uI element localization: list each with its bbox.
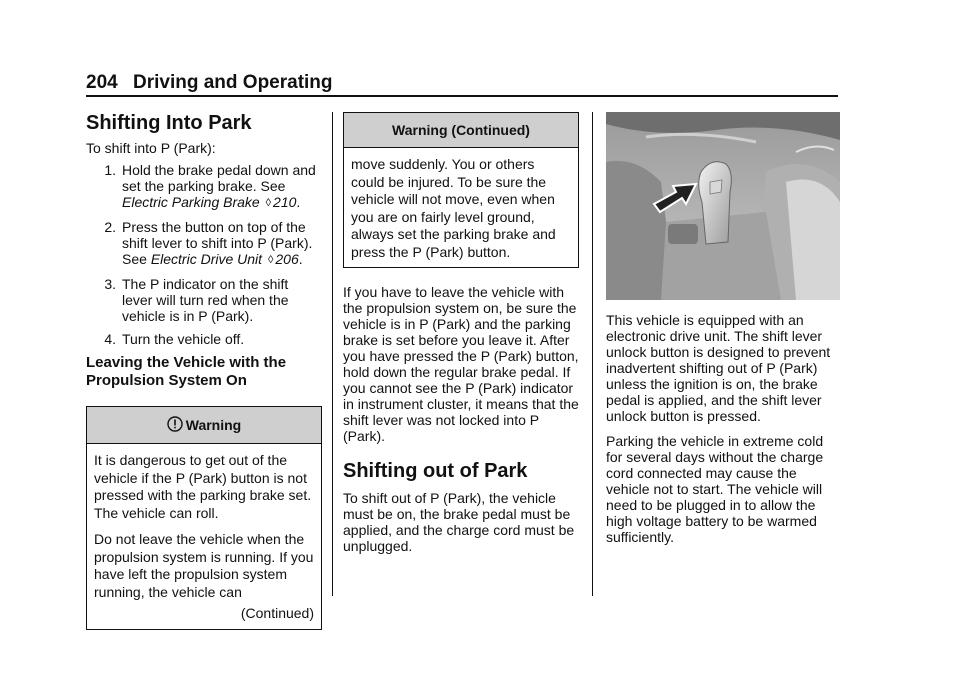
- warning-icon: [167, 409, 183, 425]
- warning-body: [87, 444, 321, 629]
- column-divider: [332, 112, 333, 596]
- warning-paragraph: move suddenly. You or others could be injured. To be sure the vehicle will not move, even when you are on fairly level ground, always set the parking brake and press the P (Park) button.: [351, 156, 556, 260]
- heading-shifting-into-park: Shifting Into Park: [86, 112, 252, 134]
- column-divider: [592, 112, 593, 596]
- warning-body: [344, 148, 578, 267]
- intro-text: To shift into P (Park):: [86, 140, 216, 156]
- column-2: [343, 112, 579, 554]
- page-reference-icon: ◊: [265, 197, 272, 209]
- step-text: Hold the brake pedal down and set the parking brake. See: [122, 162, 316, 194]
- step-number: 2.: [104, 219, 116, 235]
- header-rule: [86, 95, 838, 97]
- list-item: 1. Hold the brake pedal down and set the parking brake. See Electric Parking Brake ◊ 210.: [86, 162, 322, 212]
- step-text: Press the button on top of the shift lever to shift into P (Park). See: [122, 219, 313, 267]
- step-number: 3.: [104, 276, 116, 292]
- body-paragraph: If you have to leave the vehicle with the propulsion system on, be sure the vehicle is in P (Park) and the parking brake is set before you leave it. After you have pressed the P (Park) button, hold down the regular brake pedal. If you cannot see the P (Park) indicator in instrument cluster, it means that the shift lever was not locked into P (Park).: [343, 284, 579, 444]
- section-title: Driving and Operating: [133, 72, 333, 93]
- body-paragraph: This vehicle is equipped with an electronic drive unit. The shift lever unlock button is designed to prevent inadvertent shifting out of P (Park) unless the ignition is on, the brake pedal is applied, and the shift lever unlock button is pressed.: [606, 312, 831, 424]
- cross-reference-link[interactable]: Electric Drive Unit: [150, 251, 263, 267]
- subheading-leaving-vehicle: Leaving the Vehicle with the Propulsion System On: [86, 354, 287, 389]
- warning-box-continued: [343, 112, 579, 268]
- continued-label: (Continued): [240, 605, 314, 621]
- step-number: 1.: [104, 162, 116, 178]
- shift-lever-photo: [606, 112, 840, 300]
- list-item: [86, 331, 322, 347]
- warning-paragraph: It is dangerous to get out of the vehicle if the P (Park) button is not pressed with the parking brake set. The vehicle can roll.: [94, 452, 312, 521]
- page-reference-icon: ◊: [267, 254, 274, 266]
- list-item: 2. Press the button on top of the shift lever to shift into P (Park). See Electric Drive Unit ◊ 206.: [86, 219, 322, 269]
- step-text: The P indicator on the shift lever will turn red when the vehicle is in P (Park).: [122, 276, 289, 324]
- column-3: [606, 112, 840, 545]
- heading-shifting-out-of-park: Shifting out of Park: [343, 460, 528, 482]
- cross-reference-link[interactable]: Electric Parking Brake: [122, 194, 260, 210]
- warning-header: Warning (Continued): [344, 113, 578, 148]
- warning-paragraph: Do not leave the vehicle when the propulsion system is running. If you have left the propulsion system running, the vehicle can: [94, 531, 314, 600]
- body-paragraph: To shift out of P (Park), the vehicle must be on, the brake pedal must be applied, and the charge cord must be unplugged.: [343, 490, 575, 554]
- column-1: [86, 112, 322, 630]
- warning-header: [87, 407, 321, 444]
- page-ref[interactable]: 210: [273, 194, 297, 210]
- page-header: [86, 70, 838, 97]
- list-item: [86, 276, 322, 324]
- step-number: 4.: [104, 331, 116, 347]
- warning-title: Warning: [185, 417, 242, 433]
- warning-box: [86, 406, 322, 630]
- page-ref[interactable]: 206: [275, 251, 299, 267]
- steps-list: [86, 162, 322, 347]
- step-text: Turn the vehicle off.: [122, 331, 245, 347]
- body-paragraph: Parking the vehicle in extreme cold for several days without the charge cord connected may cause the vehicle not to start. The vehicle will need to be plugged in to allow the high voltage battery to be warmed sufficiently.: [606, 433, 824, 545]
- page-number: 204: [86, 72, 118, 93]
